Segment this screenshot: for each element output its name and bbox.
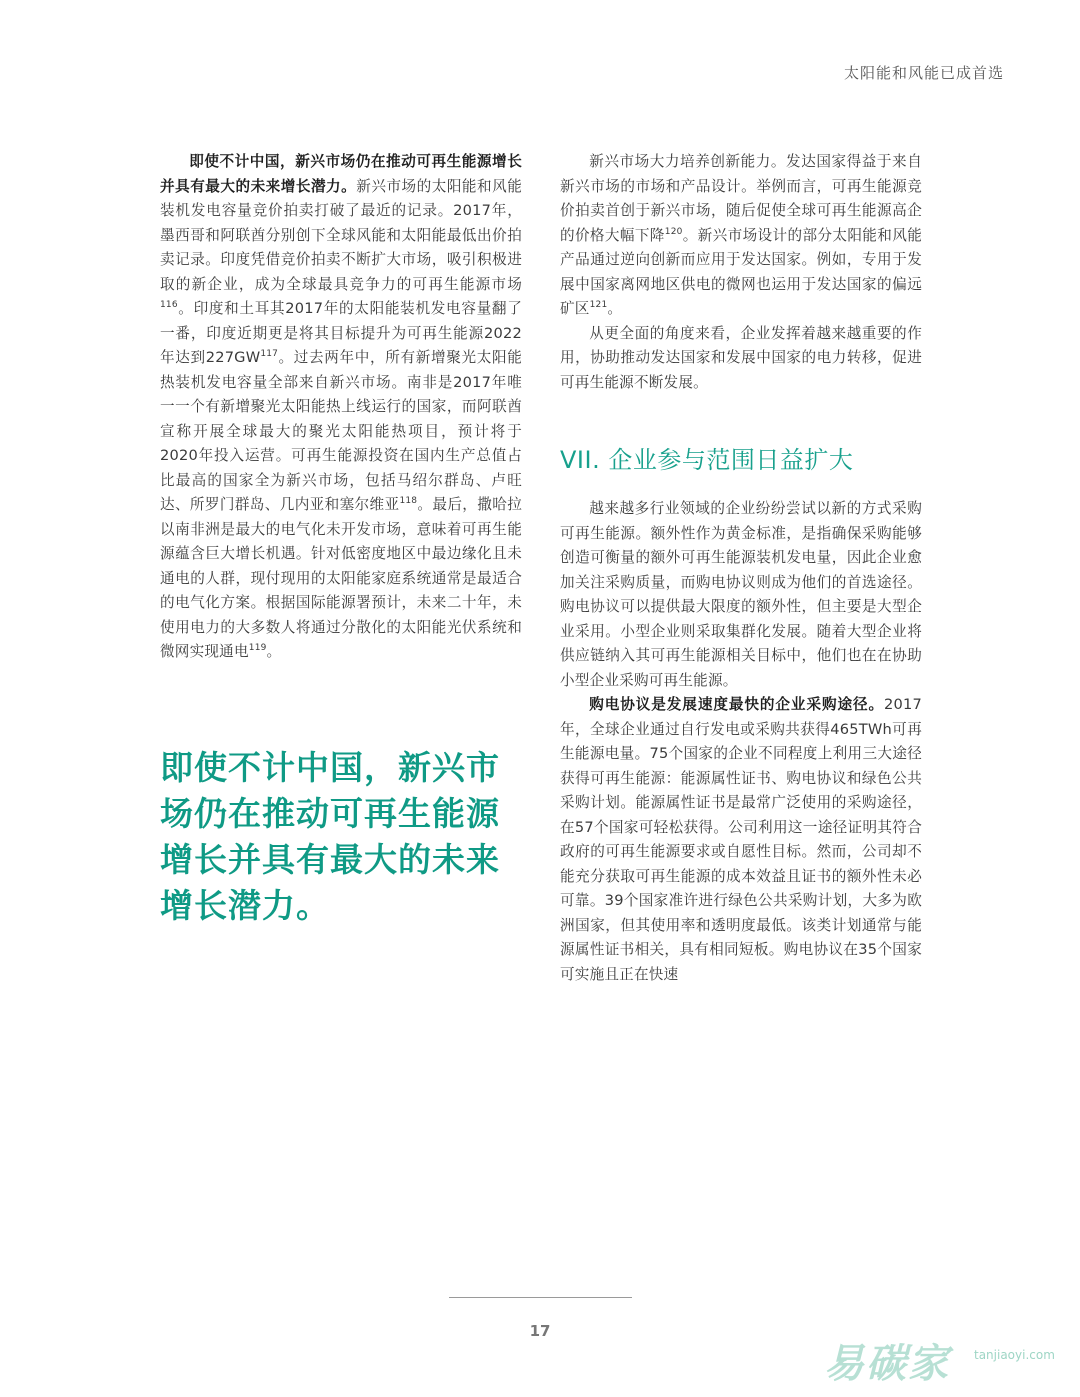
page-number: 17 — [529, 1322, 551, 1340]
lead-in-bold: 购电协议是发展速度最快的企业采购途径。 — [589, 696, 885, 713]
watermark-brand: 易碳家 — [824, 1341, 950, 1387]
text-span: 。 — [607, 300, 623, 317]
text-span: 新兴市场的太阳能和风能装机发电容量竞价拍卖打破了最近的记录。2017年，墨西哥和阿联酋分别创下全球风能和太阳能最低出价拍卖记录。印度凭借竞价拍卖不断扩大市场，吸引积极进取的新企业，成为全球最具竞争力的可再生能源市场 — [160, 177, 522, 293]
watermark-domain: tanjiaoyi.com — [974, 1348, 1055, 1362]
footnote-ref: 117 — [260, 349, 279, 360]
text-span: 2017年，全球企业通过自行发电或采购共获得465TWh可再生能源电量。75个国家的企业不同程度上利用三大途径获得可再生能源：能源属性证书、购电协议和绿色公共采购计划。能源属性证书是最常广泛使用的采购途径，在57个国家可轻松获得。公司利用这一途径证明其符合政府的可再生能源要求或自愿性目标。然而，公司却不能充分获取可再生能源的成本效益且证书的额外性未必可靠。39个国家准许进行绿色公共采购计划，大多为欧洲国家，但其使用率和透明度最低。该类计划通常与能源属性证书相关，具有相同短板。购电协议在35个国家可实施且正在快速 — [560, 696, 922, 983]
paragraph-emerging-markets — [160, 150, 522, 665]
watermark-logo — [824, 1330, 1055, 1388]
text-span: 。最后，撒哈拉以南非洲是最大的电气化未开发市场，意味着可再生能源蕴含巨大增长机遇。针对低密度地区中最边缘化且未通电的人群，现付现用的太阳能家庭系统通常是最适合的电气化方案。根据国际能源署预计，未来二十年，未使用电力的大多数人将通过分散化的太阳能光伏系统和微网实现通电 — [160, 496, 522, 660]
text-span: 新兴市场大力培养创新能力。发达国家得益于来自新兴市场的市场和产品设计。举例而言，可再生能源竞价拍卖首创于新兴市场，随后促使全球可再生能源高企的价格大幅下降 — [560, 153, 922, 244]
right-column — [560, 150, 922, 395]
running-header: 太阳能和风能已成首选 — [843, 64, 1004, 82]
paragraph-ppa — [560, 693, 922, 987]
footnote-ref: 121 — [589, 300, 608, 311]
footer-divider — [449, 1297, 632, 1298]
lead-in-bold: 即使不计中国，新兴市场仍在推动可再生能源增长并具有最大的未来增长潜力。 — [160, 153, 522, 195]
text-span: 。过去两年中，所有新增聚光太阳能热装机发电容量全部来自新兴市场。南非是2017年唯一一个有新增聚光太阳能热上线运行的国家，而阿联酋宣称开展全球最大的聚光太阳能热项目，预计将于2020年投入运营。可再生能源投资在国内生产总值占比最高的国家全为新兴市场，包括马绍尔群岛、卢旺达、所罗门群岛、几内亚和塞尔维亚 — [160, 349, 522, 513]
text-span: 。印度和土耳其2017年的太阳能装机发电容量翻了一番，印度近期更是将其目标提升为可再生能源2022年达到227GW — [160, 300, 522, 366]
right-column-section — [560, 497, 922, 987]
section-title: VII. 企业参与范围日益扩大 — [560, 446, 854, 474]
footnote-ref: 118 — [399, 496, 418, 507]
paragraph-corporate-role: 从更全面的角度来看，企业发挥着越来越重要的作用，协助推动发达国家和发展中国家的电力转移，促进可再生能源不断发展。 — [560, 324, 922, 391]
text-span: 。新兴市场设计的部分太阳能和风能产品通过逆向创新而应用于发达国家。例如，专用于发展中国家离网地区供电的微网也运用于发达国家的偏远矿区 — [560, 226, 922, 317]
text-span: 。 — [266, 643, 282, 660]
footnote-ref: 120 — [664, 226, 683, 237]
footnote-ref: 116 — [160, 300, 178, 311]
paragraph-innovation — [560, 150, 922, 322]
left-column — [160, 150, 522, 665]
paragraph-procurement: 越来越多行业领域的企业纷纷尝试以新的方式采购可再生能源。额外性作为黄金标准，是指确保采购能够创造可衡量的额外可再生能源装机发电量，因此企业愈加关注采购质量，而购电协议则成为他们的首选途径。购电协议可以提供最大限度的额外性，但主要是大型企业采用。小型企业则采取集群化发展。随着大型企业将供应链纳入其可再生能源相关目标中，他们也在在协助小型企业采购可再生能源。 — [560, 500, 922, 689]
pull-quote: 即使不计中国，新兴市场仍在推动可再生能源增长并具有最大的未来增长潜力。 — [160, 748, 500, 925]
footnote-ref: 119 — [248, 643, 267, 654]
